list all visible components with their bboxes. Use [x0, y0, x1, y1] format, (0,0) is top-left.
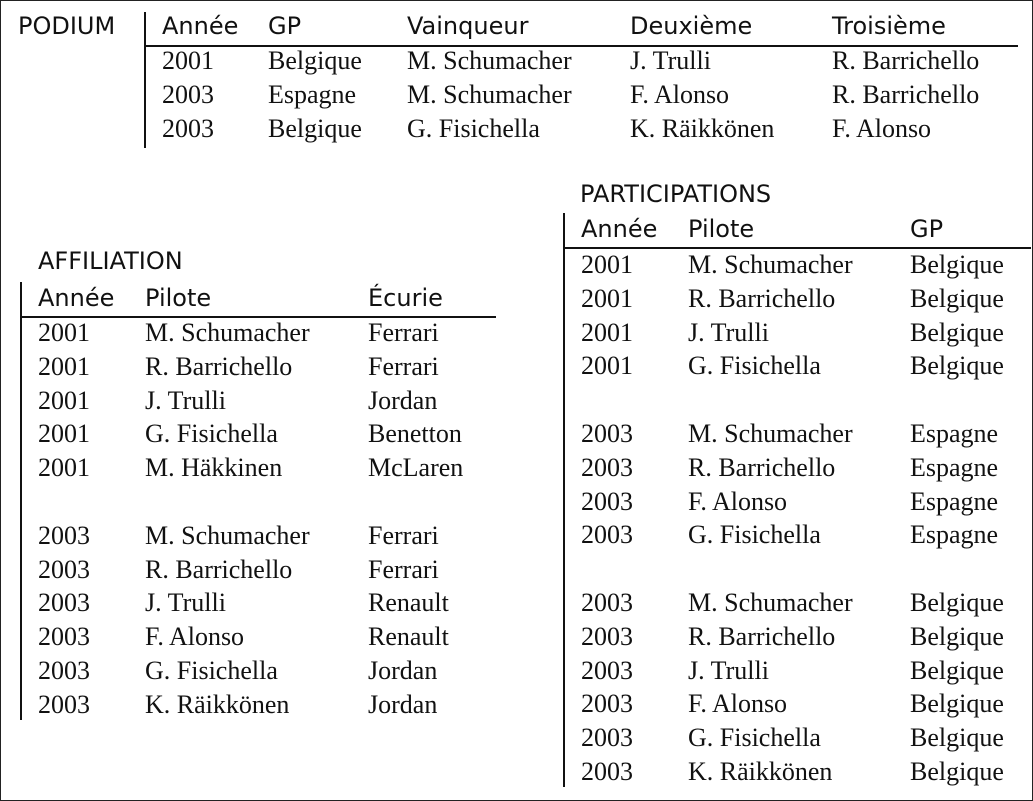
participations-cell: Espagne: [910, 520, 999, 549]
podium-cell: G. Fisichella: [407, 114, 540, 143]
podium-cell: K. Räikkönen: [630, 114, 775, 143]
participations-cell: Belgique: [910, 757, 1004, 786]
affiliation-cell: Ferrari: [368, 318, 439, 347]
participations-cell: Espagne: [910, 487, 999, 516]
participations-header-rule: [563, 247, 1031, 249]
participations-header-1: Pilote: [688, 215, 755, 243]
affiliation-cell: 2003: [38, 588, 90, 617]
affiliation-cell: R. Barrichello: [145, 555, 293, 584]
participations-header-0: Année: [581, 215, 658, 243]
participations-cell: F. Alonso: [688, 689, 788, 718]
participations-cell: Belgique: [910, 250, 1004, 279]
affiliation-cell: Renault: [368, 622, 449, 651]
affiliation-header-0: Année: [38, 284, 115, 312]
participations-cell: 2003: [581, 656, 633, 685]
participations-cell: J. Trulli: [688, 656, 769, 685]
podium-header-3: Deuxième: [630, 12, 753, 40]
participations-cell: 2001: [581, 284, 633, 313]
affiliation-cell: 2001: [38, 386, 90, 415]
podium-cell: Belgique: [268, 46, 362, 75]
podium-cell: J. Trulli: [630, 46, 711, 75]
podium-cell: 2001: [162, 46, 214, 75]
participations-cell: J. Trulli: [688, 318, 769, 347]
participations-cell: M. Schumacher: [688, 250, 853, 279]
podium-header-0: Année: [162, 12, 239, 40]
affiliation-cell: Jordan: [368, 690, 438, 719]
affiliation-cell: Jordan: [368, 386, 438, 415]
podium-cell: 2003: [162, 80, 214, 109]
affiliation-cell: G. Fisichella: [145, 656, 278, 685]
participations-cell: Espagne: [910, 453, 999, 482]
participations-title: PARTICIPATIONS: [580, 180, 772, 208]
participations-cell: 2001: [581, 351, 633, 380]
participations-cell: G. Fisichella: [688, 351, 821, 380]
podium-header-1: GP: [268, 12, 302, 40]
participations-cell: Belgique: [910, 656, 1004, 685]
affiliation-cell: 2003: [38, 656, 90, 685]
affiliation-vertical-rule: [20, 282, 22, 720]
affiliation-header-2: Écurie: [368, 284, 443, 312]
participations-cell: Belgique: [910, 622, 1004, 651]
affiliation-cell: 2001: [38, 419, 90, 448]
affiliation-cell: M. Häkkinen: [145, 453, 283, 482]
participations-cell: Belgique: [910, 723, 1004, 752]
affiliation-cell: J. Trulli: [145, 386, 226, 415]
participations-cell: M. Schumacher: [688, 419, 853, 448]
affiliation-cell: Ferrari: [368, 521, 439, 550]
affiliation-cell: Ferrari: [368, 555, 439, 584]
podium-cell: F. Alonso: [630, 80, 730, 109]
affiliation-title: AFFILIATION: [38, 247, 183, 275]
affiliation-cell: K. Räikkönen: [145, 690, 290, 719]
participations-cell: 2003: [581, 453, 633, 482]
participations-cell: R. Barrichello: [688, 622, 836, 651]
participations-cell: Espagne: [910, 419, 999, 448]
participations-cell: 2003: [581, 487, 633, 516]
podium-cell: Espagne: [268, 80, 357, 109]
participations-cell: 2003: [581, 757, 633, 786]
participations-cell: R. Barrichello: [688, 453, 836, 482]
participations-cell: F. Alonso: [688, 487, 788, 516]
participations-cell: M. Schumacher: [688, 588, 853, 617]
participations-cell: R. Barrichello: [688, 284, 836, 313]
participations-cell: 2003: [581, 588, 633, 617]
affiliation-cell: G. Fisichella: [145, 419, 278, 448]
participations-cell: 2003: [581, 419, 633, 448]
participations-cell: 2003: [581, 622, 633, 651]
affiliation-cell: J. Trulli: [145, 588, 226, 617]
podium-header-4: Troisième: [832, 12, 946, 40]
affiliation-cell: 2003: [38, 555, 90, 584]
participations-cell: Belgique: [910, 351, 1004, 380]
affiliation-cell: Benetton: [368, 419, 462, 448]
affiliation-cell: Jordan: [368, 656, 438, 685]
podium-header-2: Vainqueur: [407, 12, 529, 40]
affiliation-cell: 2003: [38, 690, 90, 719]
participations-cell: G. Fisichella: [688, 520, 821, 549]
participations-cell: Belgique: [910, 588, 1004, 617]
participations-cell: K. Räikkönen: [688, 757, 833, 786]
podium-cell: M. Schumacher: [407, 80, 572, 109]
participations-cell: Belgique: [910, 318, 1004, 347]
participations-cell: 2001: [581, 250, 633, 279]
participations-cell: 2003: [581, 723, 633, 752]
participations-cell: Belgique: [910, 284, 1004, 313]
participations-cell: 2003: [581, 689, 633, 718]
participations-cell: G. Fisichella: [688, 723, 821, 752]
affiliation-cell: McLaren: [368, 453, 464, 482]
affiliation-cell: 2001: [38, 352, 90, 381]
podium-vertical-rule: [144, 12, 146, 148]
podium-title: PODIUM: [18, 12, 116, 40]
affiliation-cell: 2003: [38, 521, 90, 550]
participations-cell: 2003: [581, 520, 633, 549]
affiliation-cell: M. Schumacher: [145, 318, 310, 347]
participations-header-2: GP: [910, 215, 944, 243]
podium-cell: M. Schumacher: [407, 46, 572, 75]
affiliation-cell: 2003: [38, 622, 90, 651]
podium-cell: Belgique: [268, 114, 362, 143]
affiliation-cell: 2001: [38, 453, 90, 482]
affiliation-cell: 2001: [38, 318, 90, 347]
affiliation-cell: M. Schumacher: [145, 521, 310, 550]
participations-cell: Belgique: [910, 689, 1004, 718]
participations-vertical-rule: [563, 213, 565, 787]
podium-cell: R. Barrichello: [832, 80, 980, 109]
participations-cell: 2001: [581, 318, 633, 347]
affiliation-cell: Renault: [368, 588, 449, 617]
podium-cell: 2003: [162, 114, 214, 143]
podium-cell: F. Alonso: [832, 114, 932, 143]
podium-cell: R. Barrichello: [832, 46, 980, 75]
affiliation-cell: Ferrari: [368, 352, 439, 381]
affiliation-cell: R. Barrichello: [145, 352, 293, 381]
affiliation-cell: F. Alonso: [145, 622, 245, 651]
affiliation-header-1: Pilote: [145, 284, 212, 312]
